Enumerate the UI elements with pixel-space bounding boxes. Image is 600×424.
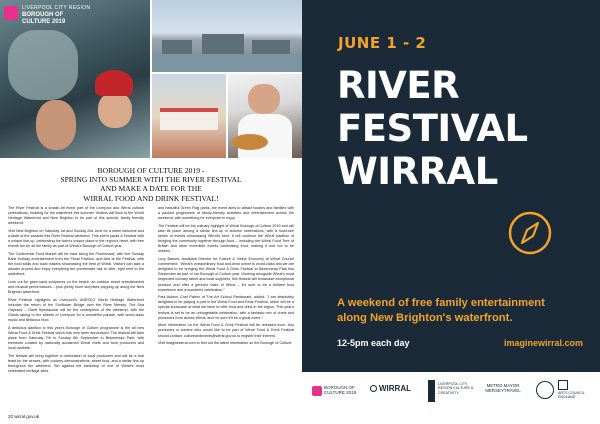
photo-chef (228, 74, 302, 158)
article-title: BOROUGH OF CULTURE 2019 - SPRING INTO SUMMER WITH THE RIVER FESTIVAL AND MAKE A DATE FOR THE WIRRAL FOOD AND DRINK FESTIVAL! (60, 166, 242, 203)
paragraph: Look out for giant sand sculptures on the beach, an outdoor street entertainment and musical performances – plus plenty more surprises popping up along the New Brighton waterfront. (8, 280, 144, 295)
event-time: 12-5pm each day (337, 338, 410, 348)
arts-council-icon (558, 380, 568, 390)
photo-market-stalls (152, 74, 226, 158)
paragraph: River Festival highlights as Liverpool's UNESCO World Heritage Waterfront includes the return of the Sunflower Bridge over the River Mersey. The Sea Odyssey – Giant Spectacular will be the centrepiece of the weekend, with the Giants taking to the streets of Liverpool for a wonderful parade, with world-class music and delicious food. (8, 297, 144, 323)
arts-council-logo: ARTS COUNCIL ENGLAND (558, 380, 596, 400)
page-number: 20 wirral.gov.uk (8, 414, 40, 419)
paragraph: Paul Askew, Chef Patron of The Art School Restaurant, added: "I am absolutely delighted to be playing a part in the Wirral Food and Drink Festival, which will be a special showcase of what we have to offer food and drink in the region. This year's festival is set to be an unforgettable celebration, with a fantastic mix of chefs and producers from across Wirral, and I'm sure it'll be a great event." (158, 295, 294, 320)
boc-logo-icon (4, 6, 18, 20)
paragraph: The Continental Food Market will be back along the Promenade, with live Sunday Bank Holiday entertainment from the Floral Pavilion, and Arts at the Festival, with the food stalls and local makers showcasing the best of Wirral. Visitors can take a wander around and enjoy everything the promenade has to offer, right next to the waterfront. (8, 251, 144, 277)
lottery-logo-icon (536, 381, 554, 399)
merseytravel-logo: METRO MAYOR MERSEYTRAVEL (485, 383, 521, 393)
wirral-logo-icon (370, 385, 377, 392)
photo-collage (0, 0, 302, 158)
paragraph: The River Festival is a smash-hit event part of the Liverpool and Wirral cultural celebrations, heading for the waterfront this summer. Visitors will flock to the World Heritage Waterfront and New Brighton to be part of this special, family friendly weekend. (8, 206, 144, 226)
festival-title: RIVER FESTIVAL WIRRAL (337, 64, 528, 193)
right-page-poster (302, 0, 600, 424)
article-column-right (158, 206, 294, 349)
borough-of-culture-logo-small: BOROUGH OF CULTURE 2019 (312, 382, 350, 408)
event-date: JUNE 1 - 2 (338, 34, 427, 52)
boc-logo-icon (312, 386, 322, 396)
paragraph: The Festival will be the culinary highlight of Wirral Borough of Culture 2019 and will take its place among a stellar line-up of autumn celebrations, with a must-see series of events showcasing Wirral's best. It will continue the Wirral tradition of bringing the community together through food – including the Wirral Food Tree of Britain and other incredible events celebrating food, making it one not to be missed. (158, 223, 294, 254)
paragraph: Lucy Barnes, Assistant Director for Culture & Visitor Economy at Wirral Council commented: "Wirral's extraordinary food and drink scene is world-class and we are delighted to be bringing the Wirral Food & Drink Festival to Birkenhead Park this September as part of our Borough of Culture year. Working alongside Wirral's most respected culinary talent and local suppliers, this festival will showcase exceptional produce and offer a genuine taste of Wirral – it's sure to be a brilliant food experience and a wonderful celebration." (158, 257, 294, 292)
paragraph: Visit imaginewirral.com to find out the latest information on the Borough of Culture. (158, 341, 293, 346)
website-link[interactable]: imaginewirral.com (504, 338, 584, 348)
lcr-logo-bar-icon (428, 380, 435, 402)
compass-icon (507, 210, 553, 256)
paragraph: Visit New Brighton on Saturday 1st and Sunday 2nd June for a warm welcome and a taste of the seaside this River Festival weekend. This event packs a Festival with a unique line-up, celebrating the town's unique place in the region's heart, with free events fun for all the family as part of Wirral's Borough of Culture year. (8, 228, 144, 249)
event-tagline: A weekend of free family entertainment along New Brighton's waterfront. (337, 297, 545, 324)
paragraph: A delicious addition to this year's Borough of Culture programme is the all new Wirral Food & Drink Festival which has now been announced. The festival will take place from Saturday 7th to Sunday 8th September in Birkenhead Park, with elements curated by nationally acclaimed Wirral chefs and food producers and local markets. (8, 325, 144, 351)
sponsor-logo-strip (302, 372, 600, 424)
article-body (8, 206, 294, 414)
photo-waterfront (152, 0, 302, 72)
paragraph: More information on the Wirral Food & Drink Festival will be released soon. Any producers or traders who would like to be part of Wirral Food & Drink Festival should contact: cultureandevents@wirral.gov.uk to register their interest. (158, 323, 294, 338)
lcr-culture-logo: LIVERPOOL CITY REGION CULTURE & CREATIVITY (428, 380, 476, 408)
borough-of-culture-logo: LIVERPOOL CITY REGION BOROUGH OF CULTURE 2019 (4, 4, 74, 28)
paragraph: and beautiful Green Flag parks, the event aims to attract foodies and families with a packed programme of family-friendly activities and entertainment across the weekend, with something for everyone to enjoy. (158, 206, 294, 221)
paragraph: The festival will bring together a celebration of local producers and will be a real feast for the senses, with cookery demonstrations, street food, and a stellar line-up throughout the weekend. Set against the backdrop of one of Wirral's most celebrated heritage sites. (8, 354, 144, 374)
wirral-logo: WIRRAL (370, 384, 411, 393)
article-column-left (8, 206, 144, 377)
